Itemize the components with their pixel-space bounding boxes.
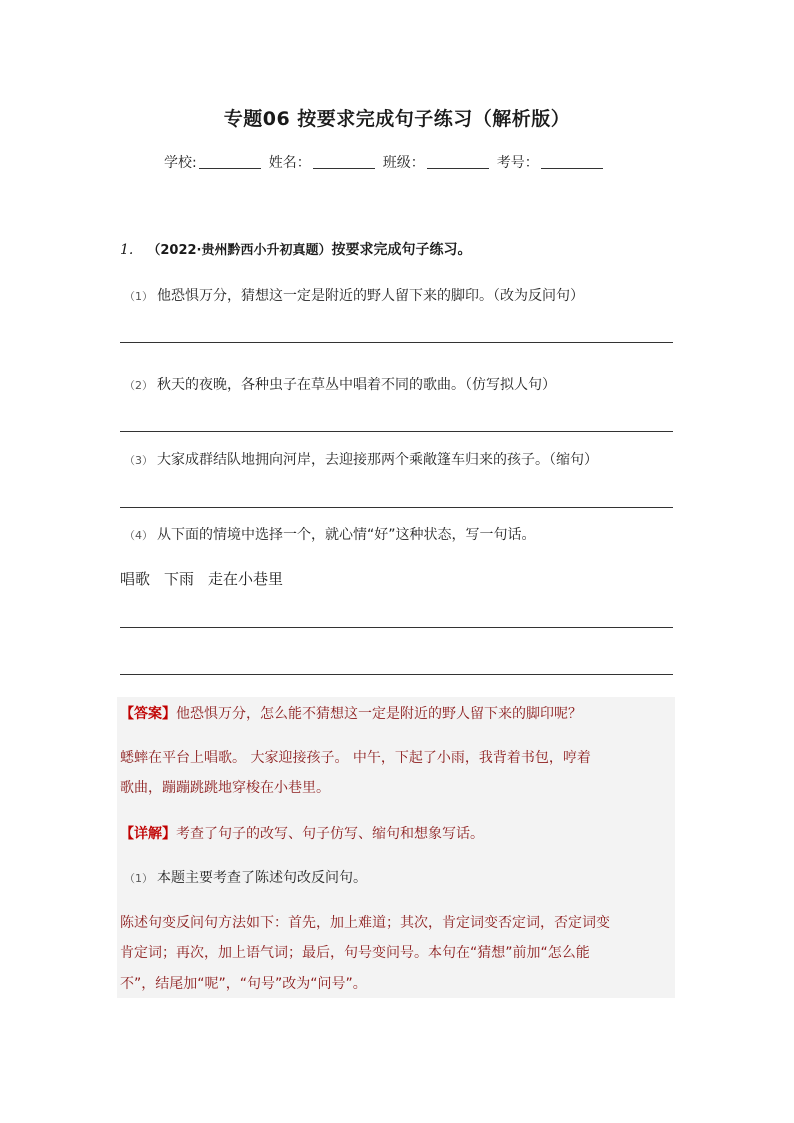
class-blank bbox=[427, 167, 489, 169]
school-blank bbox=[199, 167, 261, 169]
answer-line bbox=[120, 674, 673, 675]
scene-option: 下雨 bbox=[164, 570, 195, 588]
analysis-sub-1 bbox=[124, 867, 367, 887]
answer-line-3: 歌曲，蹦蹦跳跳地穿梭在小巷里。 bbox=[120, 780, 330, 796]
question-number: 1. bbox=[120, 242, 134, 258]
question-heading bbox=[120, 239, 471, 259]
sub-question-text: 大家成群结队地拥向河岸，去迎接那两个乘敞篷车归来的孩子。（缩句） bbox=[157, 452, 598, 468]
answer-text: 他恐惧万分，怎么能不猜想这一定是附近的野人留下来的脚印呢？ bbox=[176, 706, 582, 722]
detail-text: 考查了句子的改写、句子仿写、缩句和想象写话。 bbox=[176, 826, 484, 842]
method-line-3: 不”，结尾加“呢”，“句号”改为“问号”。 bbox=[120, 976, 367, 992]
sub-question-index: （3） bbox=[124, 454, 153, 467]
sub-question-index: （4） bbox=[124, 529, 153, 542]
sub-question-index: （1） bbox=[124, 290, 153, 303]
page-title: 专题06 按要求完成句子练习（解析版） bbox=[223, 108, 571, 130]
class-label: 班级： bbox=[382, 155, 425, 171]
sub-question-1 bbox=[124, 285, 584, 305]
school-label: 学校: bbox=[164, 155, 197, 171]
sub-question-2 bbox=[124, 374, 556, 394]
scene-option: 走在小巷里 bbox=[208, 570, 284, 588]
question-source: （2022·贵州黔西小升初真题） bbox=[147, 243, 332, 258]
answer-line-2: 蟋蟀在平台上唱歌。 大家迎接孩子。 中午，下起了小雨，我背着书包，哼着 bbox=[120, 750, 591, 766]
answer-line-1 bbox=[120, 703, 582, 723]
answer-line bbox=[120, 431, 673, 432]
method-line-2: 肯定词；再次，加上语气词；最后，句号变问号。本句在“猜想”前加“怎么能 bbox=[120, 945, 590, 961]
sub-question-text: 他恐惧万分，猜想这一定是附近的野人留下来的脚印。（改为反问句） bbox=[157, 288, 584, 304]
detail-tag: 【详解】 bbox=[120, 826, 176, 842]
method-line-1: 陈述句变反问句方法如下：首先，加上难道；其次，肯定词变否定词，否定词变 bbox=[120, 915, 610, 931]
sub-question-index: （2） bbox=[124, 379, 153, 392]
number-blank bbox=[541, 167, 603, 169]
question-prompt: 按要求完成句子练习。 bbox=[331, 242, 472, 258]
sub-question-text: 从下面的情境中选择一个，就心情“好”这种状态，写一句话。 bbox=[157, 527, 536, 543]
name-blank bbox=[313, 167, 375, 169]
sub-question-4 bbox=[124, 524, 536, 544]
sub-question-3 bbox=[124, 449, 598, 469]
analysis-text: 本题主要考查了陈述句改反问句。 bbox=[157, 870, 367, 886]
number-label: 考号： bbox=[496, 155, 539, 171]
name-label: 姓名： bbox=[268, 155, 311, 171]
scene-option: 唱歌 bbox=[120, 570, 151, 588]
student-info-row bbox=[164, 152, 611, 172]
answer-tag: 【答案】 bbox=[120, 706, 176, 722]
analysis-index: （1） bbox=[124, 872, 153, 885]
sub-question-text: 秋天的夜晚，各种虫子在草丛中唱着不同的歌曲。（仿写拟人句） bbox=[157, 377, 556, 393]
answer-line bbox=[120, 627, 673, 628]
detail-line bbox=[120, 823, 484, 843]
answer-line bbox=[120, 507, 673, 508]
answer-line bbox=[120, 342, 673, 343]
scene-options bbox=[120, 568, 297, 589]
